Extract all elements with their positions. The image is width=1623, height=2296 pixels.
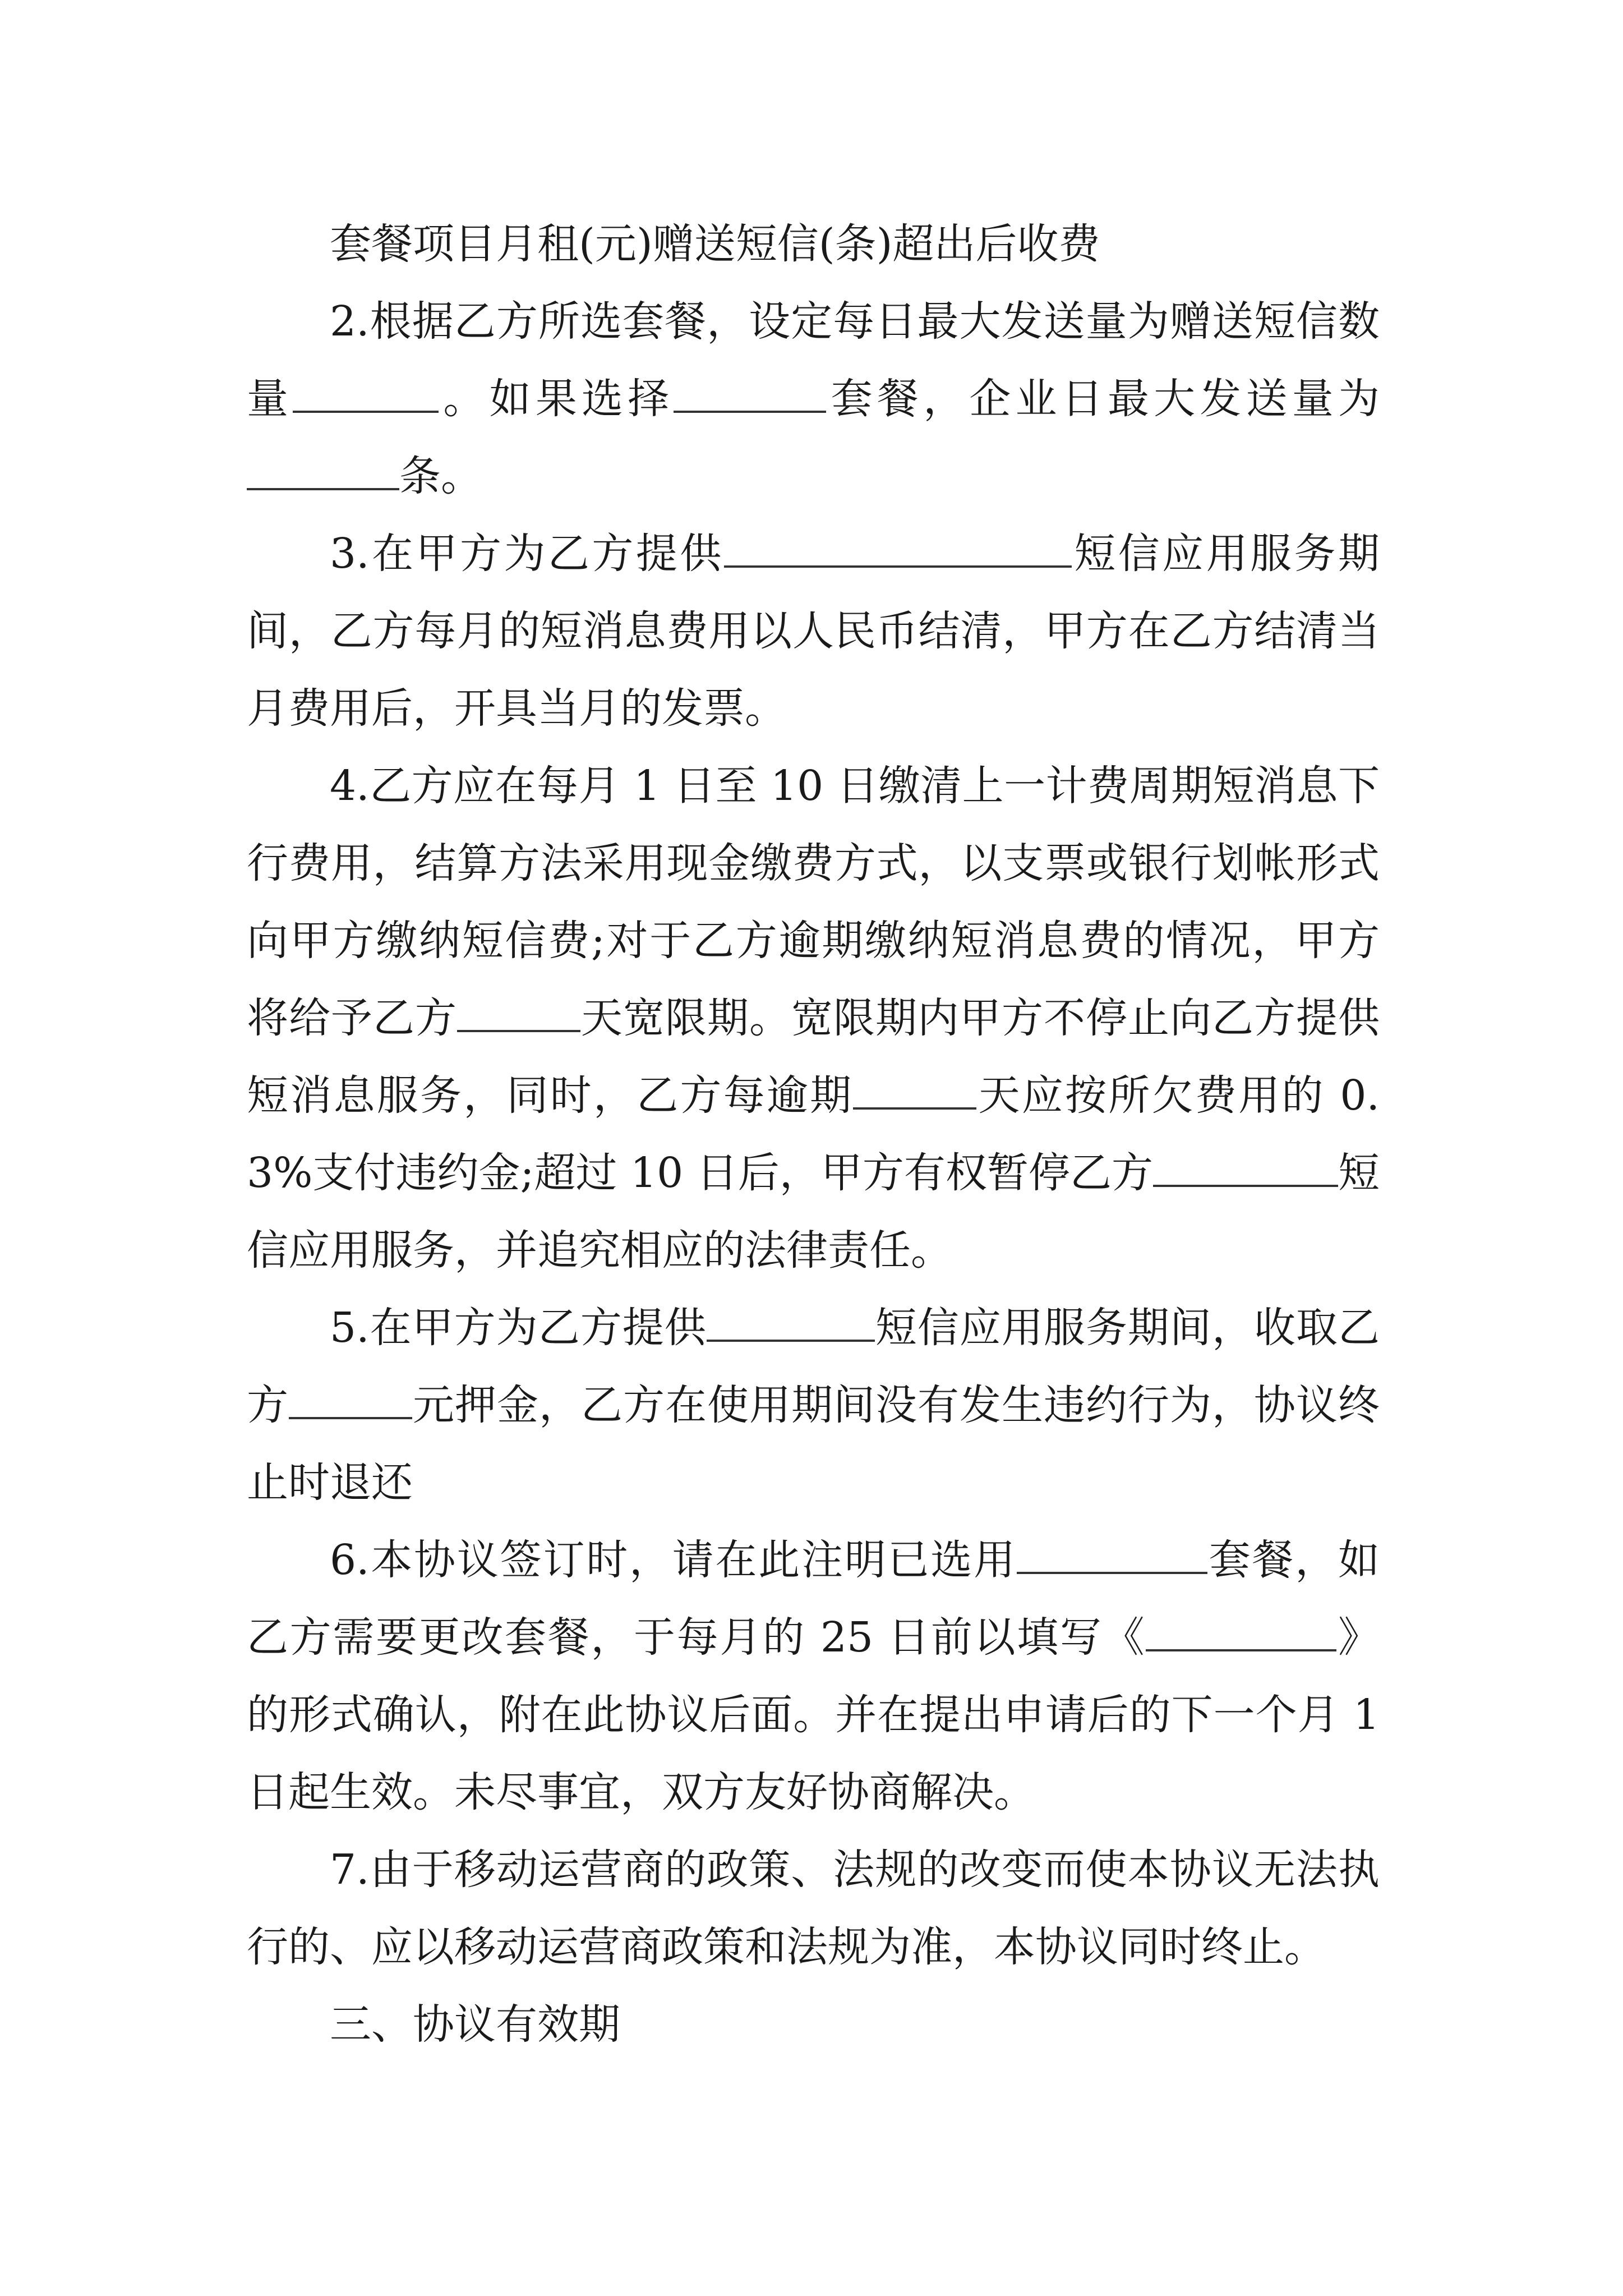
clause-6	[247, 1521, 1380, 1831]
blank-grace-days[interactable]	[457, 997, 580, 1032]
blank-overdue-days[interactable]	[853, 1075, 976, 1110]
clause-7	[247, 1831, 1380, 1986]
clause-5-text-3: 元押金，乙方在使用期间没有发生违约行为，协议终止时退还	[247, 1381, 1380, 1507]
blank-form-name[interactable]	[1146, 1617, 1336, 1651]
clause-5-text-1: 5.在甲方为乙方提供	[330, 1304, 707, 1352]
clause-4-text-4: 短信应用服务，并追究相应的法律责任。	[247, 1149, 1380, 1274]
clause-6-text-3: 》的形式确认，附在此协议后面。并在提出申请后的下一个月 1 日起生效。未尽事宜，双方友好协商解决。	[247, 1613, 1380, 1816]
blank-selected-package[interactable]	[1017, 1539, 1207, 1574]
package-table-header	[247, 205, 1380, 283]
blank-service-type[interactable]	[707, 1307, 875, 1342]
clause-6-text-1: 6.本协议签订时，请在此注明已选用	[330, 1536, 1017, 1584]
clause-5-text-2: 短信应用服务期间，收取乙方	[247, 1304, 1380, 1429]
header-text: 套餐项目月租(元)赠送短信(条)超出后收费	[330, 220, 1100, 268]
clause-2-text-3: 套餐，企业日最大发送量为	[826, 375, 1380, 423]
document-body	[247, 205, 1380, 2063]
clause-6-text-2: 套餐，如乙方需要更改套餐，于每月的 25 日前以填写《	[247, 1536, 1380, 1662]
clause-3-text-1: 3.在甲方为乙方提供	[330, 530, 724, 578]
section-3-heading-text: 三、协议有效期	[330, 2000, 620, 2049]
clause-7-text: 7.由于移动运营商的政策、法规的改变而使本协议无法执行的、应以移动运营商政策和法规为准，本协议同时终止。	[247, 1846, 1380, 1971]
clause-2-text-1: 2.根据乙方所选套餐，设定每日最大发送量为赠送短信数量	[247, 297, 1380, 423]
blank-suspended-service[interactable]	[1153, 1152, 1338, 1187]
clause-4-text-1: 4.乙方应在每月 1 日至 10 日缴清上一计费周期短消息下行费用，结算方法采用现金缴费方式，以支票或银行划帐形式向甲方缴纳短信费;对于乙方逾期缴纳短消息费的情况，甲方将给予乙方	[247, 762, 1380, 1042]
clause-4-text-3: 天应按所欠费用的 0.3%支付违约金;超过 10 日后，甲方有权暂停乙方	[247, 1071, 1380, 1197]
clause-5	[247, 1289, 1380, 1521]
section-3-heading	[247, 1986, 1380, 2063]
blank-deposit-amount[interactable]	[289, 1384, 412, 1419]
blank-daily-quota[interactable]	[293, 378, 439, 413]
clause-4	[247, 747, 1380, 1289]
clause-2-text-4: 条。	[399, 452, 482, 500]
clause-4-text-2: 天宽限期。宽限期内甲方不停止向乙方提供短消息服务，同时，乙方每逾期	[247, 994, 1380, 1120]
clause-2-text-2: 。如果选择	[439, 375, 674, 423]
blank-service-name[interactable]	[724, 533, 1072, 568]
blank-package-choice[interactable]	[674, 378, 826, 413]
clause-3-text-2: 短信应用服务期间，乙方每月的短消息费用以人民币结清，甲方在乙方结清当月费用后，开具当月的发票。	[247, 530, 1380, 733]
blank-max-send[interactable]	[247, 455, 399, 490]
clause-2	[247, 283, 1380, 515]
clause-3	[247, 515, 1380, 747]
